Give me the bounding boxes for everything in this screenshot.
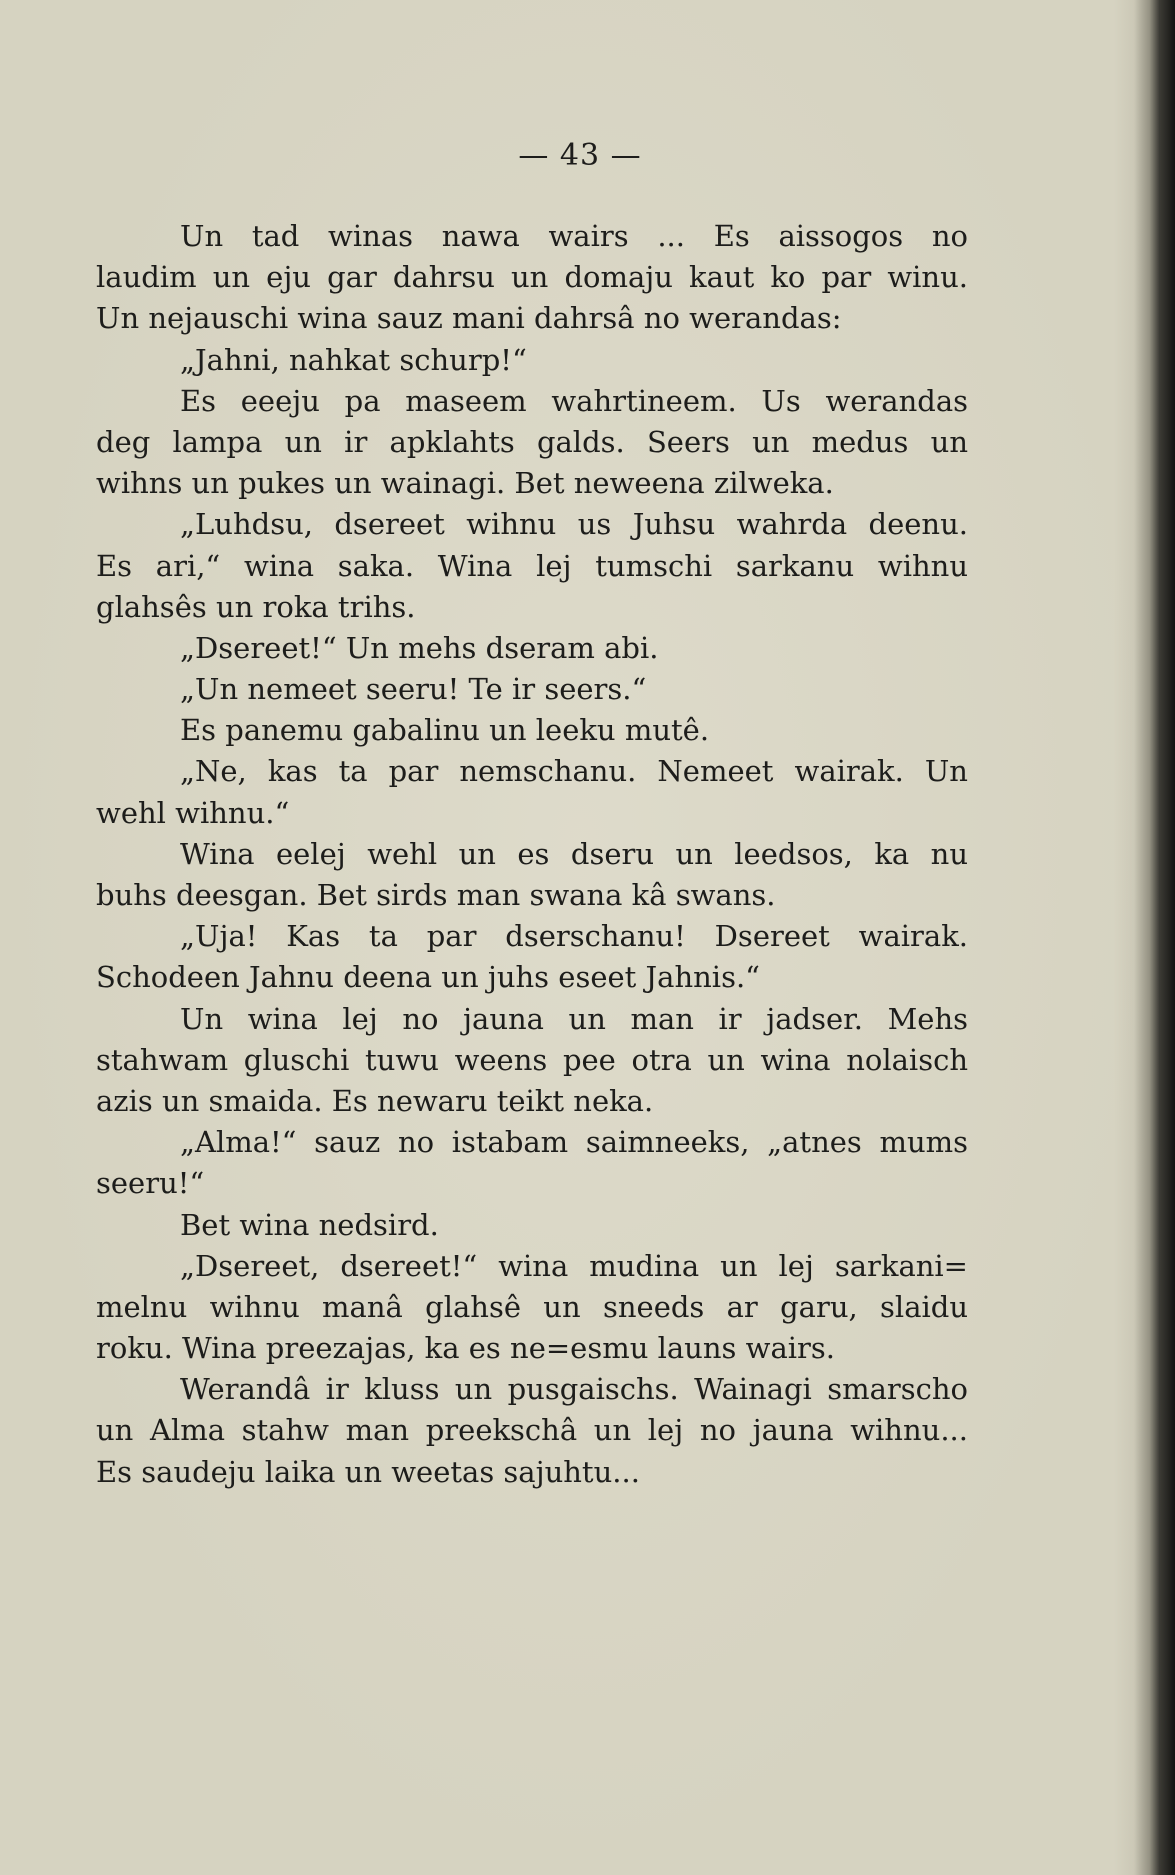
text-line: roku. Wina preezajas, ka es ne=esmu launs wairs. [96, 1331, 835, 1366]
text-line: seeru!“ [96, 1166, 205, 1201]
text-line: azis un smaida. Es newaru teikt neka. [96, 1083, 654, 1118]
text-line: un Alma stahw man preekschâ un lej no jauna wihnu... [96, 1413, 968, 1448]
text-line: „Luhdsu, dsereet wihnu us Juhsu wahrda deenu. [180, 507, 968, 542]
text-line: Un wina lej no jauna un man ir jadser. Mehs [180, 1001, 968, 1036]
text-line: „Dsereet!“ Un mehs dseram abi. [180, 630, 659, 665]
page-number: — 43 — [518, 138, 642, 173]
text-line: Es panemu gabalinu un leeku mutê. [180, 713, 710, 748]
text-line: Un nejauschi wina sauz mani dahrsâ no werandas: [96, 301, 842, 336]
page-edge-shadow [1134, 0, 1160, 1875]
text-line: wehl wihnu.“ [96, 795, 290, 830]
text-line: stahwam gluschi tuwu weens pee otra un wina nolaisch [96, 1042, 968, 1077]
text-line: Es ari,“ wina saka. Wina lej tumschi sarkanu wihnu [96, 548, 968, 583]
text-line: „Dsereet, dsereet!“ wina mudina un lej sarkani= [180, 1248, 968, 1283]
text-line: Schodeen Jahnu deena un juhs eseet Jahnis.“ [96, 960, 760, 995]
text-line: Es eeeju pa maseem wahrtineem. Us werandas [180, 383, 968, 418]
text-line: Bet wina nedsird. [180, 1207, 439, 1242]
text-line: laudim un eju gar dahrsu un domaju kaut ko par winu. [96, 260, 968, 295]
text-line: deg lampa un ir apklahts galds. Seers un medus un [96, 424, 968, 459]
text-line: wihns un pukes un wainagi. Bet neweena zilweka. [96, 466, 834, 501]
text-line: „Uja! Kas ta par dserschanu! Dsereet wairak. [180, 919, 968, 954]
text-line: buhs deesgan. Bet sirds man swana kâ swans. [96, 878, 776, 912]
text-line: „Un nemeet seeru! Te ir seers.“ [180, 672, 647, 707]
text-line: „Alma!“ sauz no istabam saimneeks, „atnes mums [180, 1125, 968, 1160]
text-line: Es saudeju laika un weetas sajuhtu... [96, 1454, 640, 1489]
body-text [96, 216, 968, 1493]
book-spine-edge [1160, 0, 1175, 1875]
text-line: „Ne, kas ta par nemschanu. Nemeet wairak. Un [180, 754, 968, 789]
text-line: „Jahni, nahkat schurp!“ [180, 342, 527, 377]
text-line: Werandâ ir kluss un pusgaischs. Wainagi smarscho [180, 1372, 968, 1407]
text-line: melnu wihnu manâ glahsê un sneeds ar garu, slaidu [96, 1289, 968, 1324]
text-line: glahsês un roka trihs. [96, 589, 416, 624]
text-line: Un tad winas nawa wairs ... Es aissogos no [180, 219, 968, 253]
text-line: Wina eelej wehl un es dseru un leedsos, ka nu [180, 836, 968, 871]
